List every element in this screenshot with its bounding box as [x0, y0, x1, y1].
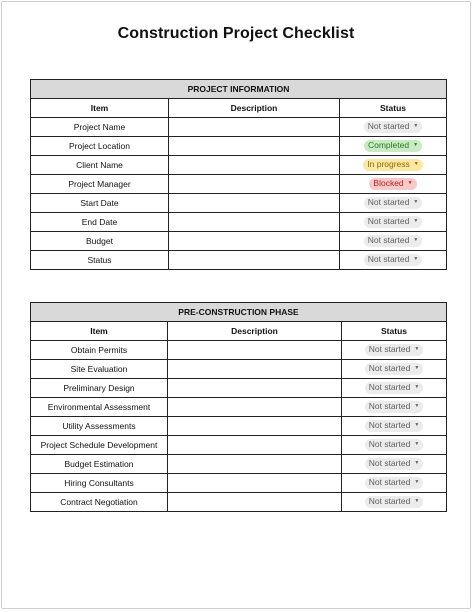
status-label: Not started [368, 458, 411, 469]
status-dropdown-chip[interactable] [364, 121, 423, 132]
item-cell[interactable]: Project Name [31, 118, 169, 137]
description-cell[interactable] [168, 436, 342, 455]
status-cell[interactable] [340, 175, 447, 194]
description-cell[interactable] [169, 213, 340, 232]
status-label: Not started [367, 254, 410, 265]
caret-down-icon: ▼ [413, 122, 419, 129]
caret-down-icon: ▼ [414, 440, 420, 447]
item-cell[interactable]: Obtain Permits [31, 341, 168, 360]
status-cell[interactable] [340, 213, 447, 232]
status-dropdown-chip[interactable] [365, 382, 424, 393]
item-cell[interactable]: Budget Estimation [31, 455, 168, 474]
item-cell[interactable]: Status [31, 251, 169, 270]
description-cell[interactable] [168, 379, 342, 398]
status-dropdown-chip[interactable] [365, 401, 424, 412]
table-row [31, 493, 447, 512]
description-cell[interactable] [168, 341, 342, 360]
status-cell[interactable] [342, 360, 447, 379]
status-dropdown-chip[interactable] [365, 363, 424, 374]
status-cell[interactable] [342, 474, 447, 493]
item-cell[interactable]: Project Schedule Development [31, 436, 168, 455]
item-cell[interactable]: Environmental Assessment [31, 398, 168, 417]
status-label: Not started [368, 401, 411, 412]
description-cell[interactable] [169, 175, 340, 194]
table-row [31, 137, 447, 156]
status-cell[interactable] [342, 398, 447, 417]
description-cell[interactable] [168, 360, 342, 379]
column-header-item: Item [31, 99, 169, 118]
status-dropdown-chip[interactable] [365, 477, 424, 488]
caret-down-icon: ▼ [413, 198, 419, 205]
description-cell[interactable] [169, 232, 340, 251]
caret-down-icon: ▼ [414, 459, 420, 466]
status-label: Not started [367, 197, 410, 208]
status-label: Not started [368, 363, 411, 374]
item-cell[interactable]: Budget [31, 232, 169, 251]
status-dropdown-chip[interactable] [364, 140, 422, 151]
caret-down-icon: ▼ [414, 421, 420, 428]
status-dropdown-chip[interactable] [369, 178, 416, 189]
status-cell[interactable] [340, 251, 447, 270]
table-row [31, 341, 447, 360]
status-dropdown-chip[interactable] [365, 496, 424, 507]
status-cell[interactable] [342, 379, 447, 398]
table-row [31, 118, 447, 137]
status-dropdown-chip[interactable] [365, 458, 424, 469]
column-header-item: Item [31, 322, 168, 341]
status-dropdown-chip[interactable] [364, 254, 423, 265]
description-cell[interactable] [169, 194, 340, 213]
table-row [31, 213, 447, 232]
status-dropdown-chip[interactable] [363, 159, 422, 170]
status-dropdown-chip[interactable] [365, 344, 424, 355]
item-cell[interactable]: End Date [31, 213, 169, 232]
table-row [31, 360, 447, 379]
status-cell[interactable] [340, 137, 447, 156]
project-information-table [30, 79, 447, 270]
description-cell[interactable] [168, 455, 342, 474]
table-row [31, 436, 447, 455]
status-cell[interactable] [340, 118, 447, 137]
description-cell[interactable] [169, 251, 340, 270]
table-row [31, 156, 447, 175]
item-cell[interactable]: Project Manager [31, 175, 169, 194]
item-cell[interactable]: Start Date [31, 194, 169, 213]
section-heading: PROJECT INFORMATION [31, 80, 447, 99]
description-cell[interactable] [168, 417, 342, 436]
caret-down-icon: ▼ [414, 345, 420, 352]
table-row [31, 251, 447, 270]
status-label: Not started [368, 477, 411, 488]
section-heading: PRE-CONSTRUCTION PHASE [31, 303, 447, 322]
column-header-description: Description [168, 322, 342, 341]
status-cell[interactable] [342, 455, 447, 474]
table-row [31, 175, 447, 194]
table-row [31, 194, 447, 213]
description-cell[interactable] [168, 474, 342, 493]
caret-down-icon: ▼ [414, 383, 420, 390]
table-row [31, 232, 447, 251]
column-header-status: Status [340, 99, 447, 118]
description-cell[interactable] [168, 398, 342, 417]
item-cell[interactable]: Hiring Consultants [31, 474, 168, 493]
table-row [31, 417, 447, 436]
page-title: Construction Project Checklist [117, 25, 355, 42]
item-cell[interactable]: Contract Negotiation [31, 493, 168, 512]
status-label: Not started [368, 496, 411, 507]
pre-construction-phase-table [30, 302, 447, 512]
status-label: Not started [367, 121, 410, 132]
status-label: In progress [367, 159, 410, 170]
item-cell[interactable]: Preliminary Design [31, 379, 168, 398]
status-dropdown-chip[interactable] [365, 439, 424, 450]
description-cell[interactable] [169, 156, 340, 175]
table-row [31, 398, 447, 417]
status-cell[interactable] [340, 156, 447, 175]
caret-down-icon: ▼ [414, 497, 420, 504]
caret-down-icon: ▼ [407, 179, 413, 186]
status-label: Not started [368, 382, 411, 393]
caret-down-icon: ▼ [413, 160, 419, 167]
caret-down-icon: ▼ [413, 236, 419, 243]
description-cell[interactable] [169, 137, 340, 156]
status-label: Not started [368, 420, 411, 431]
description-cell[interactable] [168, 493, 342, 512]
table-row [31, 455, 447, 474]
status-label: Not started [367, 235, 410, 246]
status-label: Not started [368, 344, 411, 355]
column-header-status: Status [342, 322, 447, 341]
status-cell[interactable] [342, 341, 447, 360]
status-dropdown-chip[interactable] [364, 197, 423, 208]
item-cell[interactable]: Client Name [31, 156, 169, 175]
caret-down-icon: ▼ [413, 217, 419, 224]
caret-down-icon: ▼ [414, 364, 420, 371]
caret-down-icon: ▼ [413, 255, 419, 262]
table-row [31, 379, 447, 398]
status-cell[interactable] [340, 194, 447, 213]
status-dropdown-chip[interactable] [364, 216, 423, 227]
caret-down-icon: ▼ [413, 141, 419, 148]
status-dropdown-chip[interactable] [364, 235, 423, 246]
column-header-description: Description [169, 99, 340, 118]
description-cell[interactable] [169, 118, 340, 137]
status-cell[interactable] [340, 232, 447, 251]
status-label: Completed [367, 140, 410, 151]
status-cell[interactable] [342, 417, 447, 436]
status-dropdown-chip[interactable] [365, 420, 424, 431]
item-cell[interactable]: Project Location [31, 137, 169, 156]
item-cell[interactable]: Utility Assessments [31, 417, 168, 436]
status-cell[interactable] [342, 436, 447, 455]
caret-down-icon: ▼ [414, 478, 420, 485]
status-label: Blocked [373, 178, 404, 189]
status-label: Not started [367, 216, 410, 227]
item-cell[interactable]: Site Evaluation [31, 360, 168, 379]
caret-down-icon: ▼ [414, 402, 420, 409]
status-cell[interactable] [342, 493, 447, 512]
document-page [1, 1, 471, 609]
table-row [31, 474, 447, 493]
status-label: Not started [368, 439, 411, 450]
